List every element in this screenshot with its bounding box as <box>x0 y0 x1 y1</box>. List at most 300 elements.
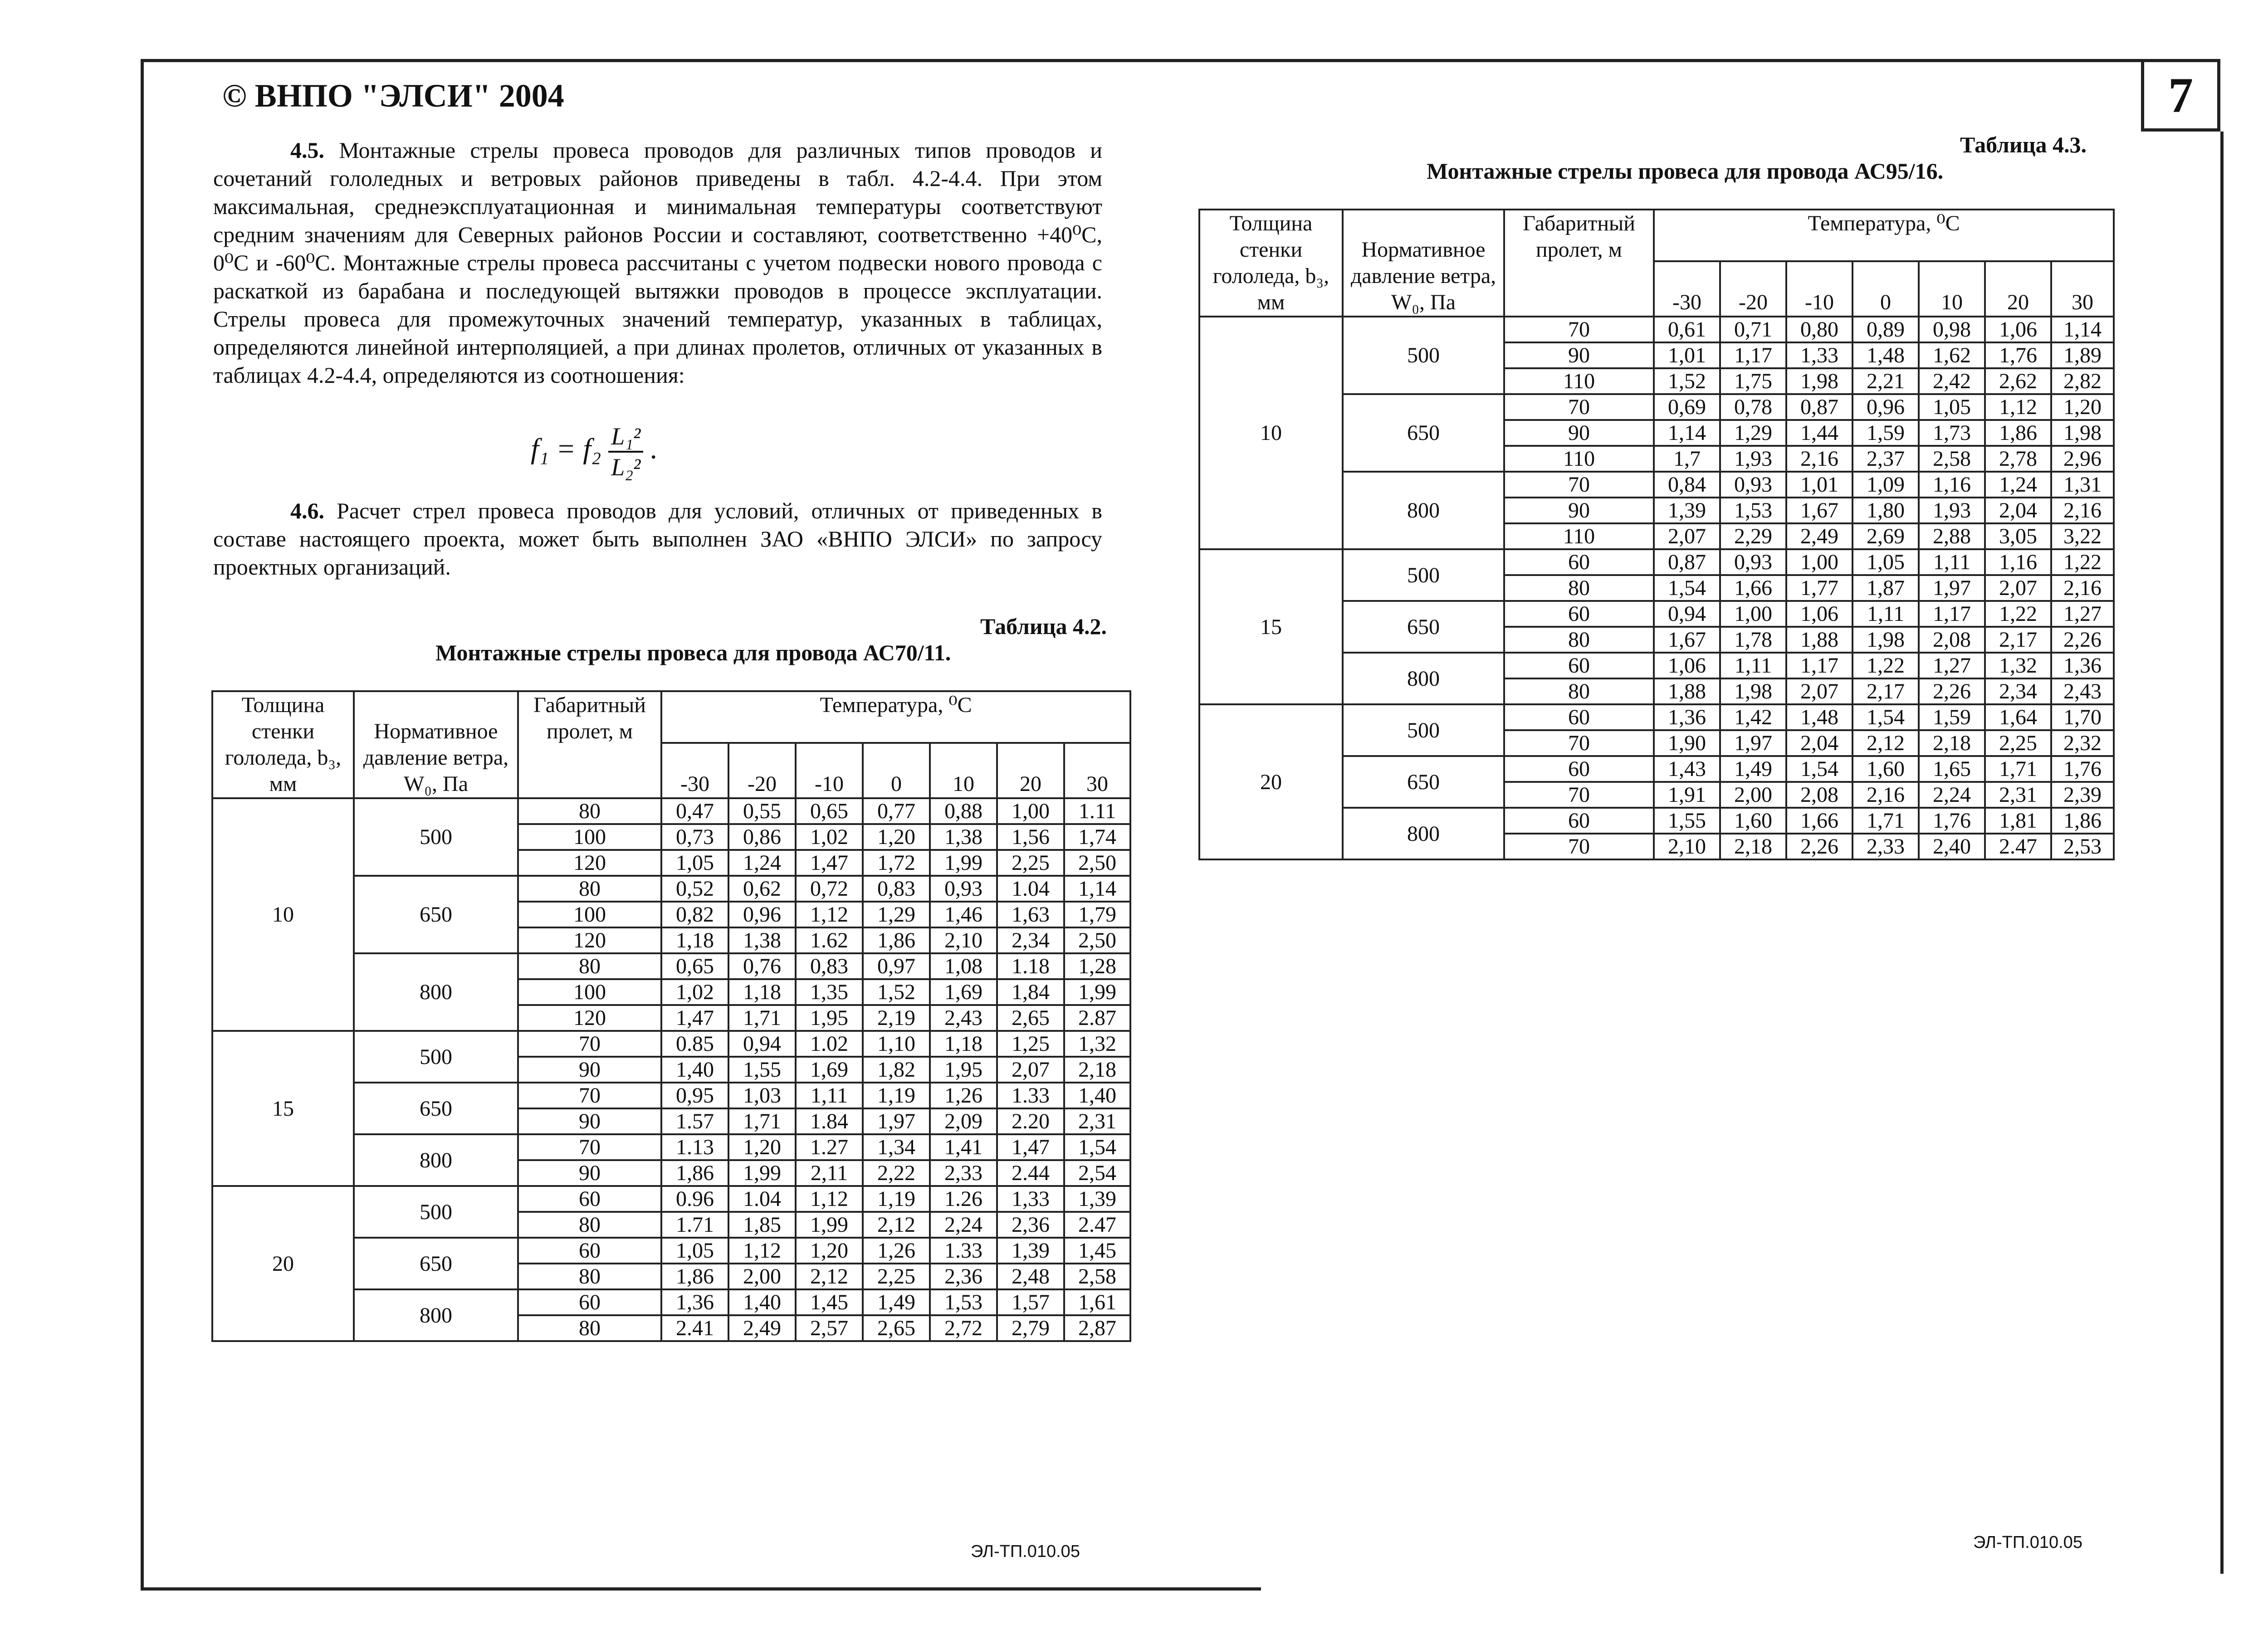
sag-value-cell: 1,46 <box>930 902 997 927</box>
sag-value-cell: 1,40 <box>728 1289 796 1315</box>
sag-value-cell: 2,62 <box>1985 368 2051 394</box>
sag-value-cell: 2,08 <box>1786 782 1853 808</box>
footer-code-right: ЭЛ-ТП.010.05 <box>1973 1533 2082 1552</box>
sag-value-cell: 2,48 <box>997 1264 1064 1289</box>
sag-value-cell: 2,50 <box>1064 927 1130 953</box>
sag-value-cell: 1,22 <box>2051 549 2114 575</box>
sag-value-cell: 2,10 <box>930 927 997 953</box>
sag-value-cell: 1,00 <box>1720 601 1786 627</box>
sag-value-cell: 2,04 <box>1985 498 2051 523</box>
sag-value-cell: 1,27 <box>2051 601 2114 627</box>
sag-value-cell: 1,47 <box>796 850 863 876</box>
sag-value-cell: 1,66 <box>1786 808 1853 834</box>
sag-value-cell: 1,73 <box>1919 420 1985 446</box>
sag-value-cell: 1,91 <box>1654 782 1720 808</box>
frame-left-border <box>141 59 144 1590</box>
table-4-2-header-row <box>212 691 1130 743</box>
thickness-header: Толщина стенки гололеда, b₃, мм <box>1199 210 1343 317</box>
sag-value-cell: 1,11 <box>796 1083 863 1108</box>
sag-value-cell: 1,98 <box>1786 368 1853 394</box>
sag-value-cell: 1,64 <box>1985 704 2051 730</box>
sag-value-cell: 2,07 <box>1985 575 2051 601</box>
span-cell: 60 <box>1504 653 1654 678</box>
wind-pressure-cell: 500 <box>354 1031 518 1083</box>
sag-value-cell: 1,20 <box>863 824 930 850</box>
sag-value-cell: 1,34 <box>863 1134 930 1160</box>
span-cell: 110 <box>1504 446 1654 472</box>
sag-value-cell: 1,57 <box>997 1289 1064 1315</box>
sag-value-cell: 1,47 <box>997 1134 1064 1160</box>
sag-value-cell: 1,10 <box>863 1031 930 1057</box>
sag-value-cell: 2,36 <box>930 1264 997 1289</box>
sag-value-cell: 1,99 <box>1064 979 1130 1005</box>
sag-value-cell: 1,12 <box>728 1238 796 1264</box>
sag-value-cell: 0,94 <box>1654 601 1720 627</box>
sag-value-cell: 2,82 <box>2051 368 2114 394</box>
temperature-column-header: 10 <box>1919 261 1985 317</box>
sag-value-cell: 1,99 <box>728 1160 796 1186</box>
wind-pressure-cell: 650 <box>354 876 518 953</box>
sag-value-cell: 1,18 <box>728 979 796 1005</box>
span-cell: 60 <box>1504 756 1654 782</box>
sag-value-cell: 1,66 <box>1720 575 1786 601</box>
sag-value-cell: 1,41 <box>930 1134 997 1160</box>
sag-value-cell: 1,88 <box>1654 678 1720 704</box>
sag-value-cell: 1.26 <box>930 1186 997 1212</box>
sag-value-cell: 2,24 <box>1919 782 1985 808</box>
sag-value-cell: 1.57 <box>661 1108 728 1134</box>
sag-value-cell: 1,86 <box>661 1160 728 1186</box>
sag-value-cell: 2,07 <box>997 1057 1064 1083</box>
sag-value-cell: 1,11 <box>1919 549 1985 575</box>
table-row <box>212 798 1130 824</box>
wind-pressure-cell: 800 <box>1343 808 1504 859</box>
sag-value-cell: 0,95 <box>661 1083 728 1108</box>
sag-value-cell: 1,89 <box>2051 342 2114 368</box>
wind-pressure-cell: 500 <box>354 1186 518 1238</box>
sag-value-cell: 2,43 <box>2051 678 2114 704</box>
sag-value-cell: 2,16 <box>1853 782 1919 808</box>
sag-value-cell: 1,65 <box>1919 756 1985 782</box>
sag-value-cell: 1,90 <box>1654 730 1720 756</box>
sag-value-cell: 2,49 <box>1786 523 1853 549</box>
span-cell: 80 <box>1504 627 1654 653</box>
sag-value-cell: 1,26 <box>930 1083 997 1108</box>
sag-value-cell: 1,22 <box>1853 653 1919 678</box>
wind-pressure-cell: 800 <box>354 953 518 1031</box>
sag-value-cell: 0,61 <box>1654 317 1720 342</box>
sag-value-cell: 0,87 <box>1786 394 1853 420</box>
temperature-column-header: 20 <box>997 743 1064 798</box>
section-4-5-number: 4.5. <box>290 137 324 163</box>
sag-value-cell: 2,25 <box>997 850 1064 876</box>
sag-value-cell: 0,89 <box>1853 317 1919 342</box>
sag-value-cell: 1,7 <box>1654 446 1720 472</box>
sag-value-cell: 0,83 <box>863 876 930 902</box>
span-cell: 70 <box>1504 472 1654 498</box>
sag-value-cell: 1,93 <box>1919 498 1985 523</box>
sag-value-cell: 2,25 <box>1985 730 2051 756</box>
frame-right-border <box>2220 132 2224 1574</box>
wind-pressure-cell: 650 <box>1343 756 1504 808</box>
table-row <box>1199 549 2114 575</box>
sag-value-cell: 1,05 <box>1919 394 1985 420</box>
sag-value-cell: 2,50 <box>1064 850 1130 876</box>
sag-value-cell: 1,87 <box>1853 575 1919 601</box>
sag-value-cell: 2,31 <box>1064 1108 1130 1134</box>
sag-value-cell: 2,34 <box>997 927 1064 953</box>
thickness-header: Толщина стенки гололеда, b₃, мм <box>212 691 354 798</box>
sag-value-cell: 1,39 <box>1064 1186 1130 1212</box>
sag-value-cell: 1,14 <box>2051 317 2114 342</box>
sag-value-cell: 1,11 <box>1720 653 1786 678</box>
span-cell: 90 <box>1504 342 1654 368</box>
sag-value-cell: 1,16 <box>1919 472 1985 498</box>
table-row <box>1199 317 2114 342</box>
sag-value-cell: 1,16 <box>1985 549 2051 575</box>
sag-value-cell: 1,32 <box>1064 1031 1130 1057</box>
sag-value-cell: 1,97 <box>1919 575 1985 601</box>
wind-pressure-cell: 500 <box>354 798 518 876</box>
sag-value-cell: 2,65 <box>997 1005 1064 1031</box>
sag-value-cell: 0,93 <box>1720 549 1786 575</box>
sag-value-cell: 2,09 <box>930 1108 997 1134</box>
sag-value-cell: 1,19 <box>863 1083 930 1108</box>
sag-value-cell: 1,48 <box>1853 342 1919 368</box>
temperature-column-header: 20 <box>1985 261 2051 317</box>
span-cell: 110 <box>1504 368 1654 394</box>
sag-value-cell: 2,33 <box>930 1160 997 1186</box>
wind-pressure-cell: 800 <box>354 1134 518 1186</box>
sag-value-cell: 1,86 <box>661 1264 728 1289</box>
sag-value-cell: 2,16 <box>1786 446 1853 472</box>
sag-value-cell: 2,17 <box>1985 627 2051 653</box>
sag-value-cell: 0,72 <box>796 876 863 902</box>
sag-value-cell: 1,78 <box>1720 627 1786 653</box>
sag-value-cell: 2,58 <box>1064 1264 1130 1289</box>
temperature-column-header: -30 <box>661 743 728 798</box>
ice-thickness-cell: 15 <box>212 1031 354 1186</box>
sag-value-cell: 1,69 <box>796 1057 863 1083</box>
sag-value-cell: 2,40 <box>1919 834 1985 859</box>
sag-value-cell: 1,18 <box>930 1031 997 1057</box>
sag-value-cell: 1,54 <box>1654 575 1720 601</box>
sag-value-cell: 0,86 <box>728 824 796 850</box>
sag-value-cell: 2,78 <box>1985 446 2051 472</box>
sag-value-cell: 2,22 <box>863 1160 930 1186</box>
sag-value-cell: 2.41 <box>661 1315 728 1341</box>
sag-value-cell: 1,20 <box>796 1238 863 1264</box>
sag-value-cell: 0,96 <box>1853 394 1919 420</box>
sag-value-cell: 1,55 <box>1654 808 1720 834</box>
sag-value-cell: 2,36 <box>997 1212 1064 1238</box>
sag-value-cell: 1,53 <box>1720 498 1786 523</box>
page-number: 7 <box>2141 59 2220 132</box>
table-4-3-label: Таблица 4.3. <box>1960 132 2087 157</box>
sag-value-cell: 2,58 <box>1919 446 1985 472</box>
sag-value-cell: 1,42 <box>1720 704 1786 730</box>
wind-pressure-cell: 800 <box>354 1289 518 1341</box>
sag-value-cell: 0,96 <box>728 902 796 927</box>
ice-thickness-cell: 20 <box>1199 704 1343 859</box>
sag-value-cell: 2.87 <box>1064 1005 1130 1031</box>
sag-value-cell: 1,20 <box>2051 394 2114 420</box>
span-cell: 90 <box>518 1160 661 1186</box>
pressure-header: Нормативное давление ветра, W₀, Па <box>1343 210 1504 317</box>
sag-value-cell: 1,33 <box>997 1186 1064 1212</box>
sag-value-cell: 1,74 <box>1064 824 1130 850</box>
sag-value-cell: 1,71 <box>728 1005 796 1031</box>
span-cell: 70 <box>518 1083 661 1108</box>
sag-value-cell: 1,14 <box>1064 876 1130 902</box>
wind-pressure-cell: 650 <box>354 1238 518 1289</box>
sag-value-cell: 2.20 <box>997 1108 1064 1134</box>
sag-value-cell: 1,27 <box>1919 653 1985 678</box>
temperature-header: Температура, ⁰C <box>661 691 1130 743</box>
section-4-6-text: Расчет стрел провеса проводов для условий, отличных от приведенных в составе настоящего проекта, может быть выполнен ЗАО «ВНПО ЭЛСИ» по запросу проектных организаций. <box>213 498 1103 580</box>
span-cell: 80 <box>518 1212 661 1238</box>
sag-value-cell: 1,54 <box>1064 1134 1130 1160</box>
sag-value-cell: 1,52 <box>1654 368 1720 394</box>
sag-value-cell: 1,49 <box>1720 756 1786 782</box>
sag-value-cell: 1,29 <box>863 902 930 927</box>
sag-value-cell: 1,60 <box>1853 756 1919 782</box>
sag-value-cell: 1,17 <box>1786 653 1853 678</box>
sag-value-cell: 1,18 <box>661 927 728 953</box>
section-4-5 <box>213 136 1102 389</box>
span-cell: 100 <box>518 979 661 1005</box>
sag-value-cell: 1.04 <box>997 876 1064 902</box>
sag-value-cell: 1,80 <box>1853 498 1919 523</box>
sag-value-cell: 2,69 <box>1853 523 1919 549</box>
temperature-column-header: 30 <box>1064 743 1130 798</box>
sag-value-cell: 2,39 <box>2051 782 2114 808</box>
sag-value-cell: 1,01 <box>1654 342 1720 368</box>
sag-value-cell: 0,73 <box>661 824 728 850</box>
sag-value-cell: 0,93 <box>1720 472 1786 498</box>
sag-value-cell: 1.02 <box>796 1031 863 1057</box>
sag-value-cell: 2,21 <box>1853 368 1919 394</box>
sag-value-cell: 2,29 <box>1720 523 1786 549</box>
sag-value-cell: 2,57 <box>796 1315 863 1341</box>
sag-value-cell: 1,88 <box>1786 627 1853 653</box>
span-cell: 80 <box>518 1315 661 1341</box>
sag-value-cell: 1.27 <box>796 1134 863 1160</box>
ice-thickness-cell: 10 <box>1199 317 1343 549</box>
wind-pressure-cell: 650 <box>1343 394 1504 472</box>
sag-value-cell: 1,24 <box>728 850 796 876</box>
sag-value-cell: 1,48 <box>1786 704 1853 730</box>
ice-thickness-cell: 20 <box>212 1186 354 1341</box>
formula-end: . <box>650 432 658 465</box>
span-cell: 80 <box>518 953 661 979</box>
ice-thickness-cell: 10 <box>212 798 354 1031</box>
sag-value-cell: 1,36 <box>661 1289 728 1315</box>
span-cell: 120 <box>518 927 661 953</box>
sag-value-cell: 2,43 <box>930 1005 997 1031</box>
sag-value-cell: 2,07 <box>1786 678 1853 704</box>
wind-pressure-cell: 500 <box>1343 704 1504 756</box>
sag-value-cell: 1,97 <box>863 1108 930 1134</box>
span-cell: 90 <box>518 1057 661 1083</box>
sag-value-cell: 2,31 <box>1985 782 2051 808</box>
sag-value-cell: 2,18 <box>1919 730 1985 756</box>
sag-value-cell: 1,11 <box>1853 601 1919 627</box>
sag-value-cell: 2,65 <box>863 1315 930 1341</box>
sag-value-cell: 1,26 <box>863 1238 930 1264</box>
sag-value-cell: 2,54 <box>1064 1160 1130 1186</box>
temperature-column-header: -10 <box>1786 261 1853 317</box>
sag-value-cell: 1.18 <box>997 953 1064 979</box>
sag-value-cell: 1,40 <box>661 1057 728 1083</box>
table-row <box>212 1031 1130 1057</box>
sag-value-cell: 1.33 <box>997 1083 1064 1108</box>
sag-value-cell: 2,37 <box>1853 446 1919 472</box>
sag-value-cell: 1.71 <box>661 1212 728 1238</box>
sag-value-cell: 1,20 <box>728 1134 796 1160</box>
sag-value-cell: 1,86 <box>863 927 930 953</box>
sag-value-cell: 1,25 <box>997 1031 1064 1057</box>
wind-pressure-cell: 800 <box>1343 472 1504 549</box>
sag-value-cell: 1,54 <box>1853 704 1919 730</box>
sag-value-cell: 1,76 <box>1919 808 1985 834</box>
sag-value-cell: 1,19 <box>863 1186 930 1212</box>
table-4-3 <box>1198 209 2115 860</box>
sag-value-cell: 2.47 <box>1064 1212 1130 1238</box>
frame-bottom-border <box>141 1587 1261 1591</box>
sag-value-cell: 2,87 <box>1064 1315 1130 1341</box>
sag-value-cell: 2,32 <box>2051 730 2114 756</box>
sag-value-cell: 2,04 <box>1786 730 1853 756</box>
sag-value-cell: 1,35 <box>796 979 863 1005</box>
sag-value-cell: 1,67 <box>1654 627 1720 653</box>
sag-value-cell: 1,12 <box>796 1186 863 1212</box>
sag-value-cell: 2,25 <box>863 1264 930 1289</box>
sag-value-cell: 1.33 <box>930 1238 997 1264</box>
span-cell: 70 <box>1504 782 1654 808</box>
sag-value-cell: 1,12 <box>1985 394 2051 420</box>
sag-value-cell: 0,93 <box>930 876 997 902</box>
frame-top-border <box>141 59 2141 62</box>
sag-value-cell: 0,65 <box>796 798 863 824</box>
sag-value-cell: 3,05 <box>1985 523 2051 549</box>
span-cell: 60 <box>518 1289 661 1315</box>
sag-value-cell: 1,86 <box>2051 808 2114 834</box>
span-cell: 60 <box>518 1186 661 1212</box>
span-cell: 80 <box>1504 678 1654 704</box>
sag-value-cell: 1,86 <box>1985 420 2051 446</box>
temperature-column-header: 10 <box>930 743 997 798</box>
sag-value-cell: 1.04 <box>728 1186 796 1212</box>
sag-value-cell: 0,97 <box>863 953 930 979</box>
sag-value-cell: 1,28 <box>1064 953 1130 979</box>
sag-value-cell: 1,53 <box>930 1289 997 1315</box>
span-cell: 90 <box>1504 420 1654 446</box>
sag-value-cell: 2,12 <box>796 1264 863 1289</box>
sag-value-cell: 1,49 <box>863 1289 930 1315</box>
formula-fraction <box>608 422 643 482</box>
sag-value-cell: 2,12 <box>1853 730 1919 756</box>
span-cell: 90 <box>518 1108 661 1134</box>
sag-value-cell: 1,05 <box>661 1238 728 1264</box>
sag-value-cell: 2.44 <box>997 1160 1064 1186</box>
sag-value-cell: 0,69 <box>1654 394 1720 420</box>
sag-value-cell: 1.13 <box>661 1134 728 1160</box>
span-cell: 60 <box>1504 704 1654 730</box>
sag-value-cell: 1,61 <box>1064 1289 1130 1315</box>
sag-value-cell: 2,33 <box>1853 834 1919 859</box>
sag-value-cell: 0,62 <box>728 876 796 902</box>
sag-value-cell: 0.96 <box>661 1186 728 1212</box>
span-cell: 80 <box>518 1264 661 1289</box>
span-cell: 60 <box>518 1238 661 1264</box>
section-4-5-text: Монтажные стрелы провеса проводов для различных типов проводов и сочетаний гололедных и ветровых районов приведены в табл. 4.2-4.4. При этом максимальная, среднеэксплуатационная и минимальная температуры соответствуют средним значениям для Северных районов России и составляют, соответственно +40⁰C, 0⁰C и -60⁰C. Монтажные стрелы провеса рассчитаны с учетом подвески нового провода с раскаткой из барабана и последующей вытяжки проводов в процессе эксплуатации. Стрелы провеса для промежуточных значений температур, указанных в таблицах, определяются линейной интерполяцией, а при длинах пролетов, отличных от указанных в таблицах 4.2-4.4, определяются из соотношения: <box>213 137 1103 388</box>
sag-value-cell: 1,98 <box>1853 627 1919 653</box>
sag-value-cell: 1,60 <box>1720 808 1786 834</box>
sag-value-cell: 1,05 <box>1853 549 1919 575</box>
sag-value-cell: 1,71 <box>1853 808 1919 834</box>
span-cell: 80 <box>1504 575 1654 601</box>
span-cell: 70 <box>1504 730 1654 756</box>
temperature-column-header: 0 <box>863 743 930 798</box>
sag-value-cell: 1,84 <box>997 979 1064 1005</box>
sag-value-cell: 2,08 <box>1919 627 1985 653</box>
sag-value-cell: 0,52 <box>661 876 728 902</box>
sag-value-cell: 2,49 <box>728 1315 796 1341</box>
table-4-3-title: Монтажные стрелы провеса для провода АС95/16. <box>1427 158 1944 184</box>
table-4-2 <box>211 690 1131 1342</box>
temperature-header: Температура, ⁰C <box>1654 210 2114 261</box>
span-cell: 120 <box>518 1005 661 1031</box>
sag-value-cell: 2,00 <box>728 1264 796 1289</box>
sag-value-cell: 1,02 <box>661 979 728 1005</box>
sag-value-cell: 1,69 <box>930 979 997 1005</box>
sag-formula <box>531 422 658 482</box>
temperature-column-header: 0 <box>1853 261 1919 317</box>
sag-value-cell: 1,00 <box>1786 549 1853 575</box>
table-4-2-label: Таблица 4.2. <box>980 614 1107 639</box>
table-row <box>1199 704 2114 730</box>
sag-value-cell: 2,18 <box>1064 1057 1130 1083</box>
span-cell: 90 <box>1504 498 1654 523</box>
sag-value-cell: 0,88 <box>930 798 997 824</box>
wind-pressure-cell: 500 <box>1343 317 1504 394</box>
sag-value-cell: 1,59 <box>1853 420 1919 446</box>
sag-value-cell: 2,53 <box>2051 834 2114 859</box>
sag-value-cell: 1,05 <box>661 850 728 876</box>
sag-value-cell: 0,80 <box>1786 317 1853 342</box>
sag-value-cell: 3,22 <box>2051 523 2114 549</box>
sag-value-cell: 0,55 <box>728 798 796 824</box>
sag-value-cell: 1,00 <box>997 798 1064 824</box>
sag-value-cell: 1,77 <box>1786 575 1853 601</box>
wind-pressure-cell: 800 <box>1343 653 1504 704</box>
sag-value-cell: 2,07 <box>1654 523 1720 549</box>
span-cell: 70 <box>518 1031 661 1057</box>
sag-value-cell: 1,17 <box>1720 342 1786 368</box>
sag-value-cell: 2,79 <box>997 1315 1064 1341</box>
sag-value-cell: 2,00 <box>1720 782 1786 808</box>
sag-value-cell: 1.84 <box>796 1108 863 1134</box>
sag-value-cell: 1,45 <box>796 1289 863 1315</box>
span-cell: 100 <box>518 824 661 850</box>
sag-value-cell: 1,82 <box>863 1057 930 1083</box>
wind-pressure-cell: 500 <box>1343 549 1504 601</box>
sag-value-cell: 2,16 <box>2051 498 2114 523</box>
sag-value-cell: 1,75 <box>1720 368 1786 394</box>
formula-numerator: L₁² <box>608 422 643 453</box>
sag-value-cell: 2,42 <box>1919 368 1985 394</box>
